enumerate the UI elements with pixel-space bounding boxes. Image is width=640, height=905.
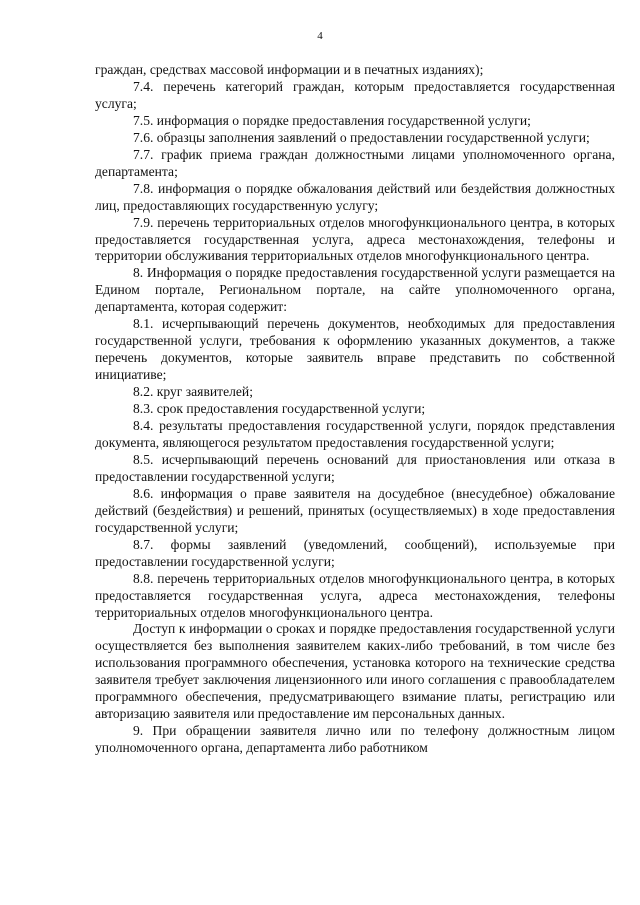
paragraph: 7.7. график приема граждан должностными лицами уполномоченного органа, департамента;	[95, 146, 615, 179]
paragraph: 8.4. результаты предоставления государственной услуги, порядок представления документа, являющегося результатом предоставления государственной услуги;	[95, 418, 615, 450]
paragraph: 7.6. образцы заполнения заявлений о предоставлении государственной услуги;	[133, 129, 590, 145]
paragraph: 8.6. информация о праве заявителя на досудебное (внесудебное) обжалование действий (бездействия) и решений, принятых (осуществляемых) в ходе предоставления государственной услуги;	[95, 485, 615, 535]
paragraph: 8.8. перечень территориальных отделов многофункционального центра, в которых предоставляется государственная услуга, адреса местонахождения, телефоны территориальных отделов многофункционального центра.	[95, 570, 615, 620]
paragraph: 8. Информация о порядке предоставления государственной услуги размещается на Едином портале, Региональном портале, на сайте уполномоченного органа, департамента, которая содержит:	[95, 265, 615, 315]
paragraph: 8.5. исчерпывающий перечень оснований для приостановления или отказа в предоставлении государственной услуги;	[95, 451, 615, 484]
paragraph: 8.1. исчерпывающий перечень документов, необходимых для предоставления государственной услуги, требования к оформлению указанных документов, а также перечень документов, которые заявитель вправе представить по собственной инициативе;	[95, 316, 615, 383]
paragraph: 7.5. информация о порядке предоставления государственной услуги;	[133, 112, 531, 128]
paragraph: 7.9. перечень территориальных отделов многофункционального центра, в которых предоставляется государственная услуга, адреса местонахождения, телефоны и территории обслуживания территориальных отделов многофункционального центра.	[95, 214, 615, 264]
paragraph: 8.7. формы заявлений (уведомлений, сообщений), используемые при предоставлении государственной услуги;	[95, 536, 615, 569]
paragraph: 7.8. информация о порядке обжалования действий или бездействия должностных лиц, предоставляющих государственную услугу;	[95, 180, 615, 213]
paragraph: 8.2. круг заявителей;	[133, 384, 253, 400]
paragraph: 9. При обращении заявителя лично или по телефону должностным лицом уполномоченного органа, департамента либо работником	[95, 723, 615, 756]
paragraph: 8.3. срок предоставления государственной услуги;	[133, 401, 426, 417]
paragraph: 7.4. перечень категорий граждан, которым предоставляется государственная услуга;	[95, 78, 615, 111]
page-number: 4	[317, 30, 323, 42]
paragraph: граждан, средствах массовой информации и в печатных изданиях);	[95, 62, 484, 77]
document-body	[95, 62, 615, 757]
paragraph: Доступ к информации о сроках и порядке предоставления государственной услуги осуществляется без выполнения заявителем каких-либо требований, в том числе без использования программного обеспечения, установка которого на технические средства заявителя требует заключения лицензионного или иного соглашения с правообладателем программного обеспечения, предусматривающего взимание платы, регистрацию или авторизацию заявителя или предоставление им персональных данных.	[95, 621, 615, 722]
